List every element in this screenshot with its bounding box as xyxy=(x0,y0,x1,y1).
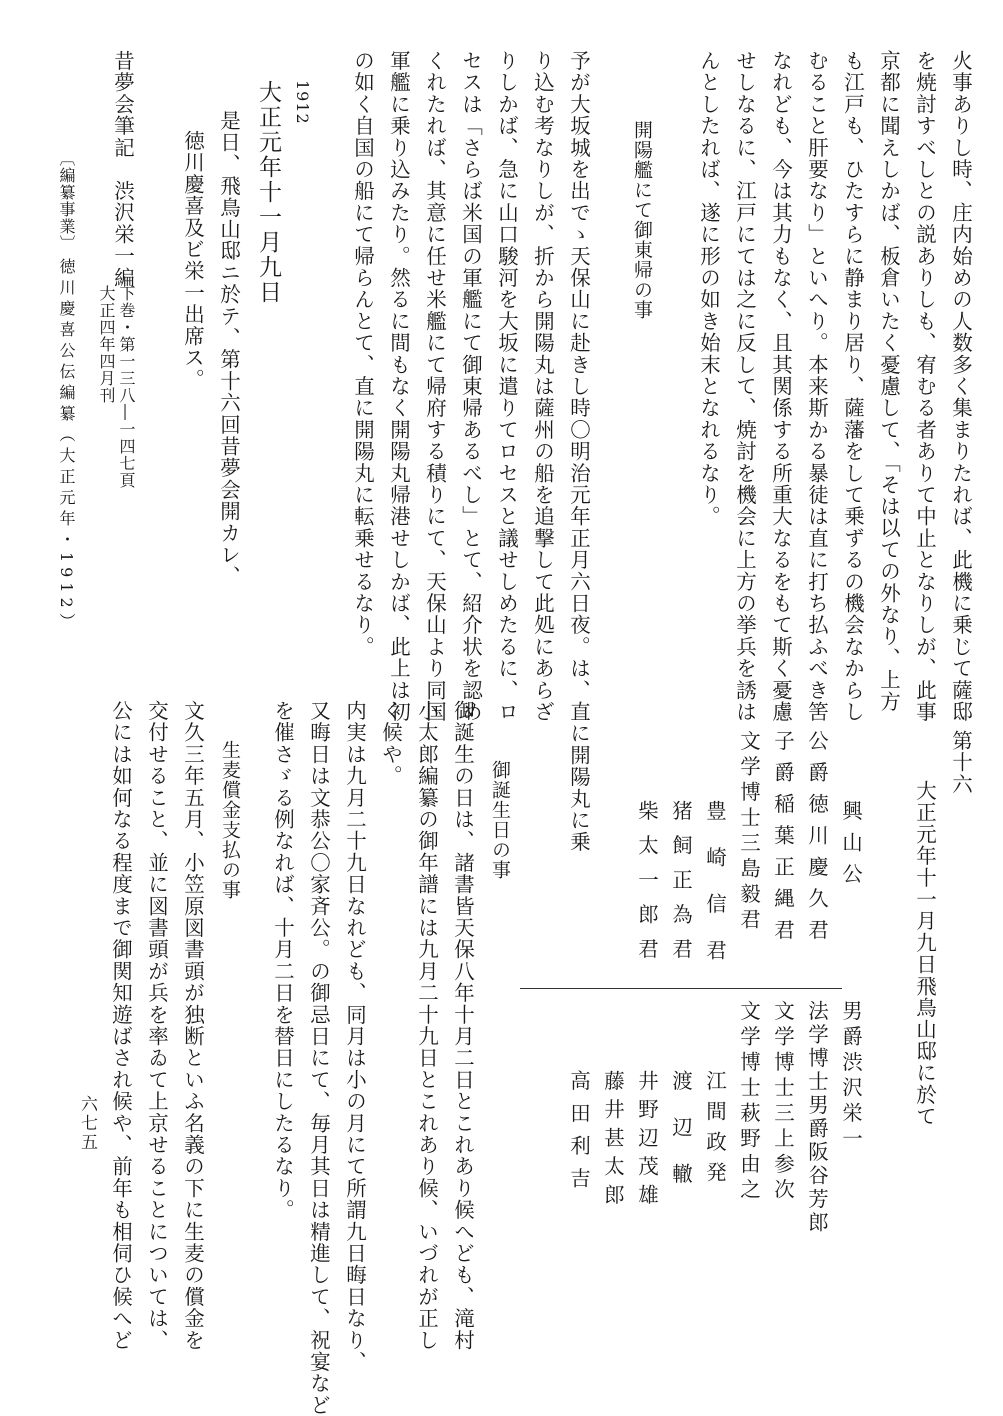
category-label: 〔編纂事業〕 xyxy=(57,150,76,252)
attendee: 柴太一郎君 xyxy=(634,800,659,973)
source-volume: 下巻・第一三八―一四七頁 xyxy=(117,285,136,489)
body-line: 文久三年五月、小笠原図書頭が独断といふ名義の下に生麦の償金を xyxy=(180,700,205,1351)
attendee: 興山公 xyxy=(838,800,863,895)
body-line: の如く自国の船にて帰らんとて、直に開陽丸に転乗せるなり。 xyxy=(350,50,375,658)
attendee: 子爵稲葉正縄君 xyxy=(770,730,795,951)
attendee: 猪飼正為君 xyxy=(668,800,693,973)
section-heading: 開陽艦にて御東帰の事 xyxy=(631,120,653,320)
attendee: 井野辺茂雄 xyxy=(634,1070,659,1213)
entry-line: 是日、飛鳥山邸ニ於テ、第十六回昔夢会開カレ、 xyxy=(216,110,241,588)
body-line: 京都に聞えしかば、板倉いたく憂慮して、「そは以ての外なり、上方 xyxy=(876,50,901,713)
body-line: 御誕生の日は、諸書皆天保八年十月二日とこれあり候へども、滝村 xyxy=(450,700,475,1351)
attendee: 法学博士男爵阪谷芳郎 xyxy=(804,1000,829,1235)
body-line: を催さゞる例なれば、十月二日を替日にしたるなり。 xyxy=(270,700,295,1221)
running-title: 徳川慶喜公伝編纂（大正元年・1912） xyxy=(57,258,76,634)
body-line: 公には如何なる程度まで御関知遊ばされ候や、前年も相伺ひ候へど xyxy=(108,700,133,1351)
attendee: 藤井甚太郎 xyxy=(600,1070,625,1213)
body-line: を焼討すべしとの説ありしも、宥むる者ありて中止となりしが、此事 xyxy=(912,50,937,723)
entry-date: 大正元年十一月九日 xyxy=(255,80,281,305)
entry-line: 徳川慶喜及ビ栄一出席ス。 xyxy=(180,130,205,391)
attendee: 江間政発 xyxy=(702,1070,727,1192)
meeting-subtitle: 大正元年十一月九日飛鳥山邸に於て xyxy=(912,780,937,1128)
body-line: りしかば、急に山口駿河を大坂に遣りてロセスと議せしめたるに、ロ xyxy=(494,50,519,723)
body-line: 又晦日は文恭公〇家斉公。の御忌日にて、毎月其日は精進して、祝宴など xyxy=(306,700,331,1416)
attendee: 文学博士三島毅君 xyxy=(736,730,761,934)
body-line: くれたれば、其意に任せ米艦にて帰府する積りにて、天保山より同国 xyxy=(422,50,447,723)
body-line: せしなるに、江戸にては之に反して、焼討を機会に上方の挙兵を誘は xyxy=(732,50,757,723)
body-line: 小太郎編纂の御年譜には九月二十九日とこれあり候、いづれが正し xyxy=(414,700,439,1351)
body-line: く候や。 xyxy=(378,700,403,787)
section-heading: 御誕生日の事 xyxy=(489,760,511,880)
attendee: 豊崎信君 xyxy=(702,800,727,986)
attendee: 公爵徳川慶久君 xyxy=(804,730,829,951)
meeting-title: 第十六 xyxy=(948,730,973,796)
attendee: 文学博士三上参次 xyxy=(770,1000,795,1204)
body-line: 交付せること、並に図書頭が兵を率ゐて上京せることについては、 xyxy=(144,700,169,1351)
body-line: なれども、今は其力もなく、且其関係する所重大なるをもて斯く憂慮 xyxy=(768,50,793,723)
body-line: も江戸も、ひたすらに静まり居り、薩藩をして乗ずるの機会なからし xyxy=(840,50,865,723)
source-date: 大正四年四月刊 xyxy=(97,285,116,404)
body-line: 軍艦に乗り込みたり。然るに間もなく開陽丸帰港せしかば、此上は初 xyxy=(386,50,411,723)
attendee: 文学博士萩野由之 xyxy=(736,1000,761,1204)
attendee: 渡辺轍 xyxy=(668,1070,693,1210)
page-number: 六七五 xyxy=(77,1095,97,1152)
attendee: 男爵渋沢栄一 xyxy=(838,1000,863,1153)
entry-year: 1912 xyxy=(293,80,312,125)
body-line: 内実は九月二十九日なれども、同月は小の月にて所謂九日晦日なり、 xyxy=(342,700,367,1373)
divider-rule xyxy=(520,988,842,989)
body-line: セスは「さらば米国の軍艦にて御東帰あるべし」とて、紹介状を認め xyxy=(458,50,483,723)
source-title: 昔夢会筆記 xyxy=(110,50,135,159)
attendee: 高田利吉 xyxy=(566,1070,591,1200)
section-heading: 生麦償金支払の事 xyxy=(219,740,241,900)
body-line: むること肝要なり」といへり。本来斯かる暴徒は直に打ち払ふべき筈 xyxy=(804,50,829,723)
body-line: 予が大坂城を出でゝ天保山に赴きし時〇明治元年正月六日夜。は、直に開陽丸に乗 xyxy=(566,50,591,853)
body-line: 火事ありし時、庄内始めの人数多く集まりたれば、此機に乗じて薩邸 xyxy=(948,50,973,723)
body-line: り込む考なりしが、折から開陽丸は薩州の船を追撃して此処にあらざ xyxy=(530,50,555,723)
body-line: んとしたれば、遂に形の如き始末となれるなり。 xyxy=(696,50,721,528)
source-editor: 渋沢栄一編 xyxy=(110,180,135,289)
